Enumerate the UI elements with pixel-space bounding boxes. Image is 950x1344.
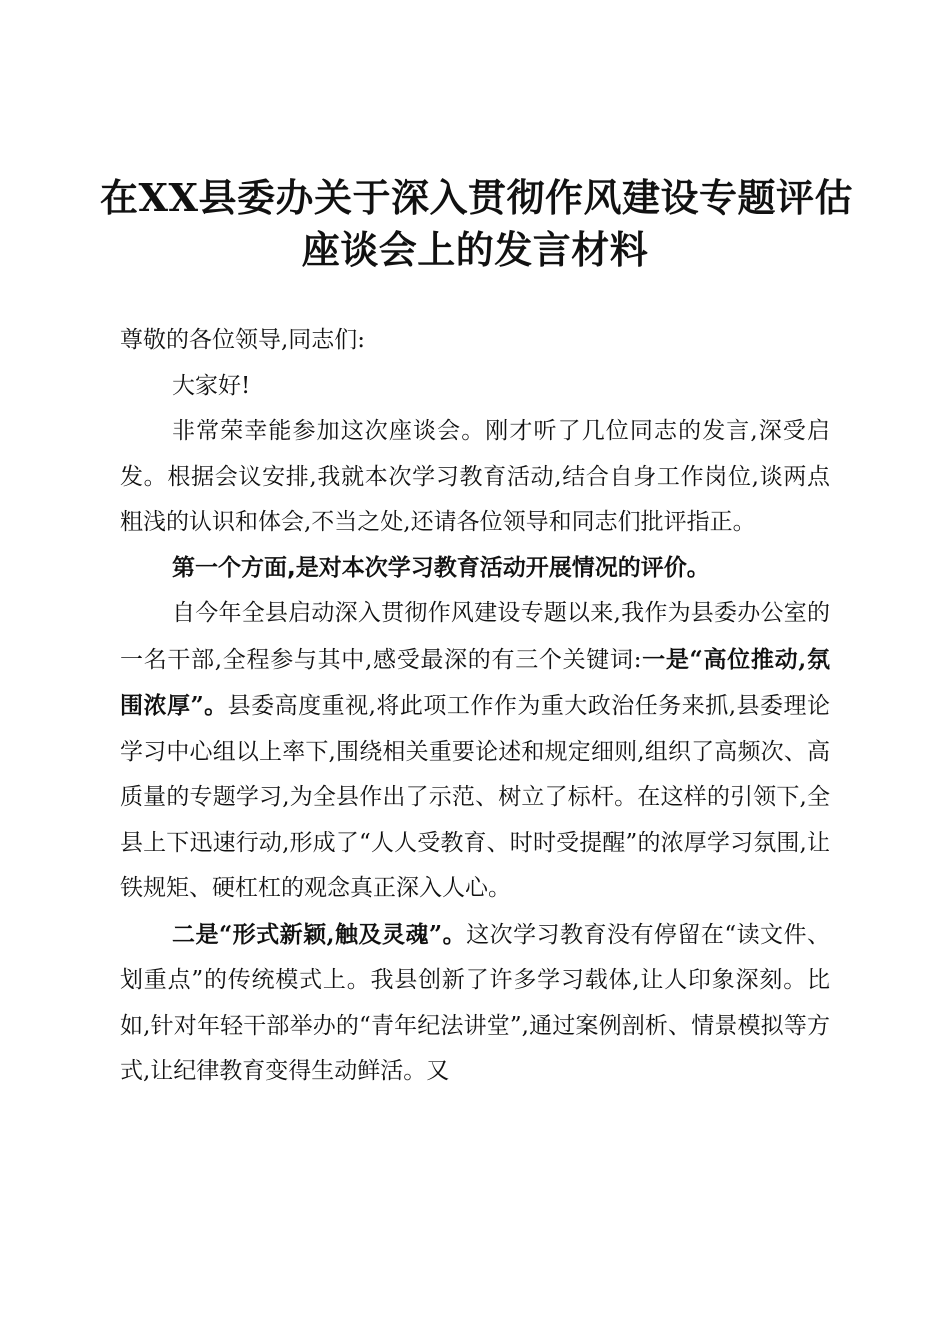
document-title bbox=[100, 172, 853, 276]
section-heading: 第一个方面,是对本次学习教育活动开展情况的评价。 bbox=[172, 554, 710, 581]
keyword-two: 二是“形式新颖,触及灵魂”。 bbox=[172, 920, 467, 948]
keyword-one: 一是“高位推动,氛围浓厚”。 bbox=[120, 645, 830, 719]
intro-paragraph: 非常荣幸能参加这次座谈会。刚才听了几位同志的发言,深受启发。根据会议安排,我就本次学习教育活动,结合自身工作岗位,谈两点粗浅的认识和体会,不当之处,还请各位领导和同志们批评指正。 bbox=[120, 418, 830, 535]
evaluation-paragraph-2 bbox=[120, 912, 830, 1095]
title-line-2: 座谈会上的发言材料 bbox=[301, 227, 649, 272]
salutation: 尊敬的各位领导,同志们: bbox=[120, 327, 366, 353]
title-line-1: 在XX县委办关于深入贯彻作风建设专题评估 bbox=[100, 175, 853, 220]
evaluation-paragraph-1 bbox=[120, 591, 830, 912]
paragraph-text: 县委高度重视,将此项工作作为重大政治任务来抓,县委理论学习中心组以上率下,围绕相关重要论述和规定细则,组织了高频次、高质量的专题学习,为全县作出了示范、树立了标杆。在这样的引领下,全县上下迅速行动,形成了“人人受教育、时时受提醒”的浓厚学习氛围,让铁规矩、硬杠杠的观念真正深入人心。 bbox=[120, 693, 830, 901]
paragraph-text: 自今年全县启动深入贯彻作风建设专题以来,我作为县委办公室的一名干部,全程参与其中,感受最深的有三个关键词: bbox=[120, 600, 830, 673]
paragraph-text: 这次学习教育没有停留在“读文件、划重点”的传统模式上。我县创新了许多学习载体,让人印象深刻。比如,针对年轻干部举办的“青年纪法讲堂”,通过案例剖析、情景模拟等方式,让纪律教育变得生动鲜活。又 bbox=[120, 921, 831, 1084]
greeting: 大家好! bbox=[172, 372, 251, 399]
document-body bbox=[120, 318, 830, 1095]
